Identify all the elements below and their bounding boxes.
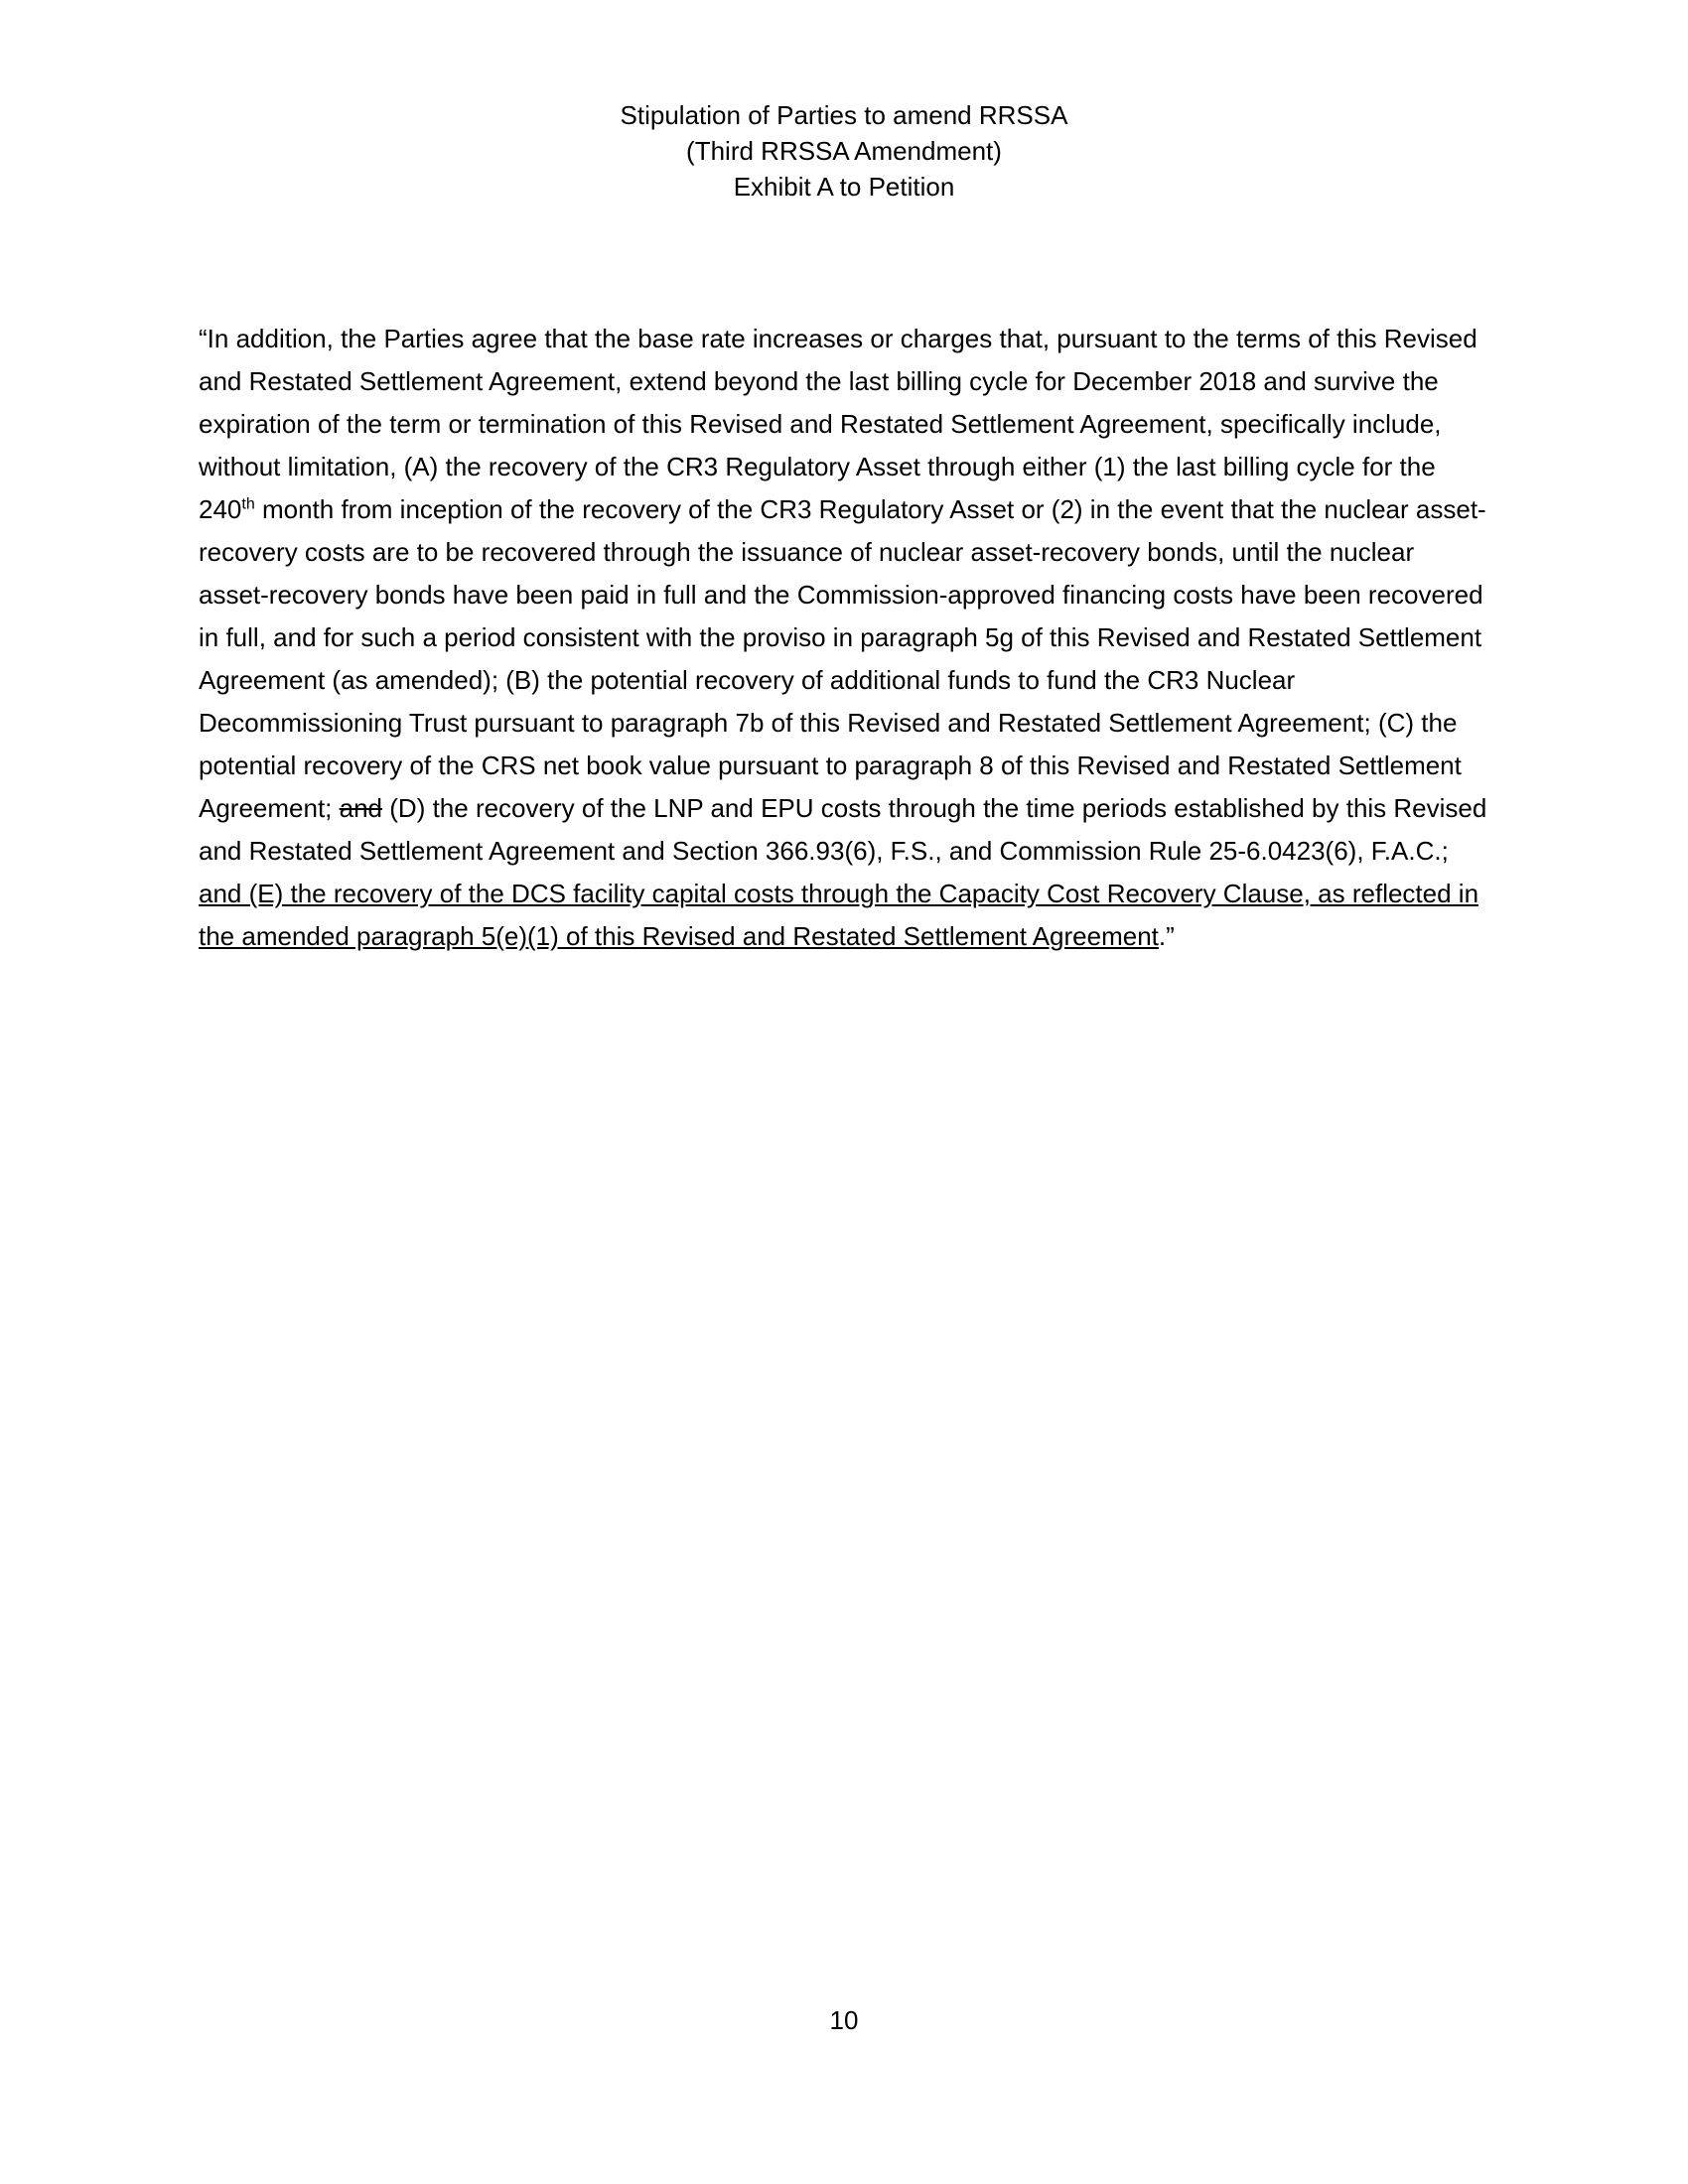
inserted-text: and (E) the recovery of the DCS facility capital costs through the Capacity Cost Recovery Clause, as reflected in the amended paragraph 5(e)(1) of this Revised and Restated Settlement Agreement — [199, 879, 1479, 951]
header-title-line: Stipulation of Parties to amend RRSSA — [620, 100, 1068, 130]
paragraph-text-part1: “In addition, the Parties agree that the base rate increases or charges that, pursuant to the terms of this Revised and Restated Settlement Agreement, extend beyond the last billing cycle for December 2018 and survive the expiration of the term or termination of this Revised and Restated Settlement Agreement, specifically include, without limitation, (A) the recovery of the CR3 Regulatory Asset through either (1) the last billing cycle for the 240 — [199, 324, 1477, 524]
ordinal-superscript: th — [241, 495, 255, 513]
paragraph-text-part3: (D) the recovery of the LNP and EPU costs through the time periods established by this Revised and Restated Settlement Agreement and Section 366.93(6), F.S., and Commission Rule 25-6.0423(6), F.A.C.; — [199, 793, 1487, 866]
header-subtitle-line: (Third RRSSA Amendment) — [686, 136, 1002, 166]
paragraph-closing: .” — [1158, 921, 1175, 951]
page-number: 10 — [829, 2005, 859, 2035]
amendment-paragraph — [199, 318, 1489, 958]
header-exhibit-line: Exhibit A to Petition — [733, 172, 955, 202]
document-header — [0, 97, 1688, 205]
deleted-text: and — [339, 793, 383, 823]
paragraph-text-part2: month from inception of the recovery of the CR3 Regulatory Asset or (2) in the event that the nuclear asset-recovery costs are to be recovered through the issuance of nuclear asset-recovery bonds, until the nuclear asset-recovery bonds have been paid in full and the Commission-approved financing costs have been recovered in full, and for such a period consistent with the proviso in paragraph 5g of this Revised and Restated Settlement Agreement (as amended); (B) the potential recovery of additional funds to fund the CR3 Nuclear Decommissioning Trust pursuant to paragraph 7b of this Revised and Restated Settlement Agreement; (C) the potential recovery of the CRS net book value pursuant to paragraph 8 of this Revised and Restated Settlement Agreement; — [199, 494, 1486, 823]
